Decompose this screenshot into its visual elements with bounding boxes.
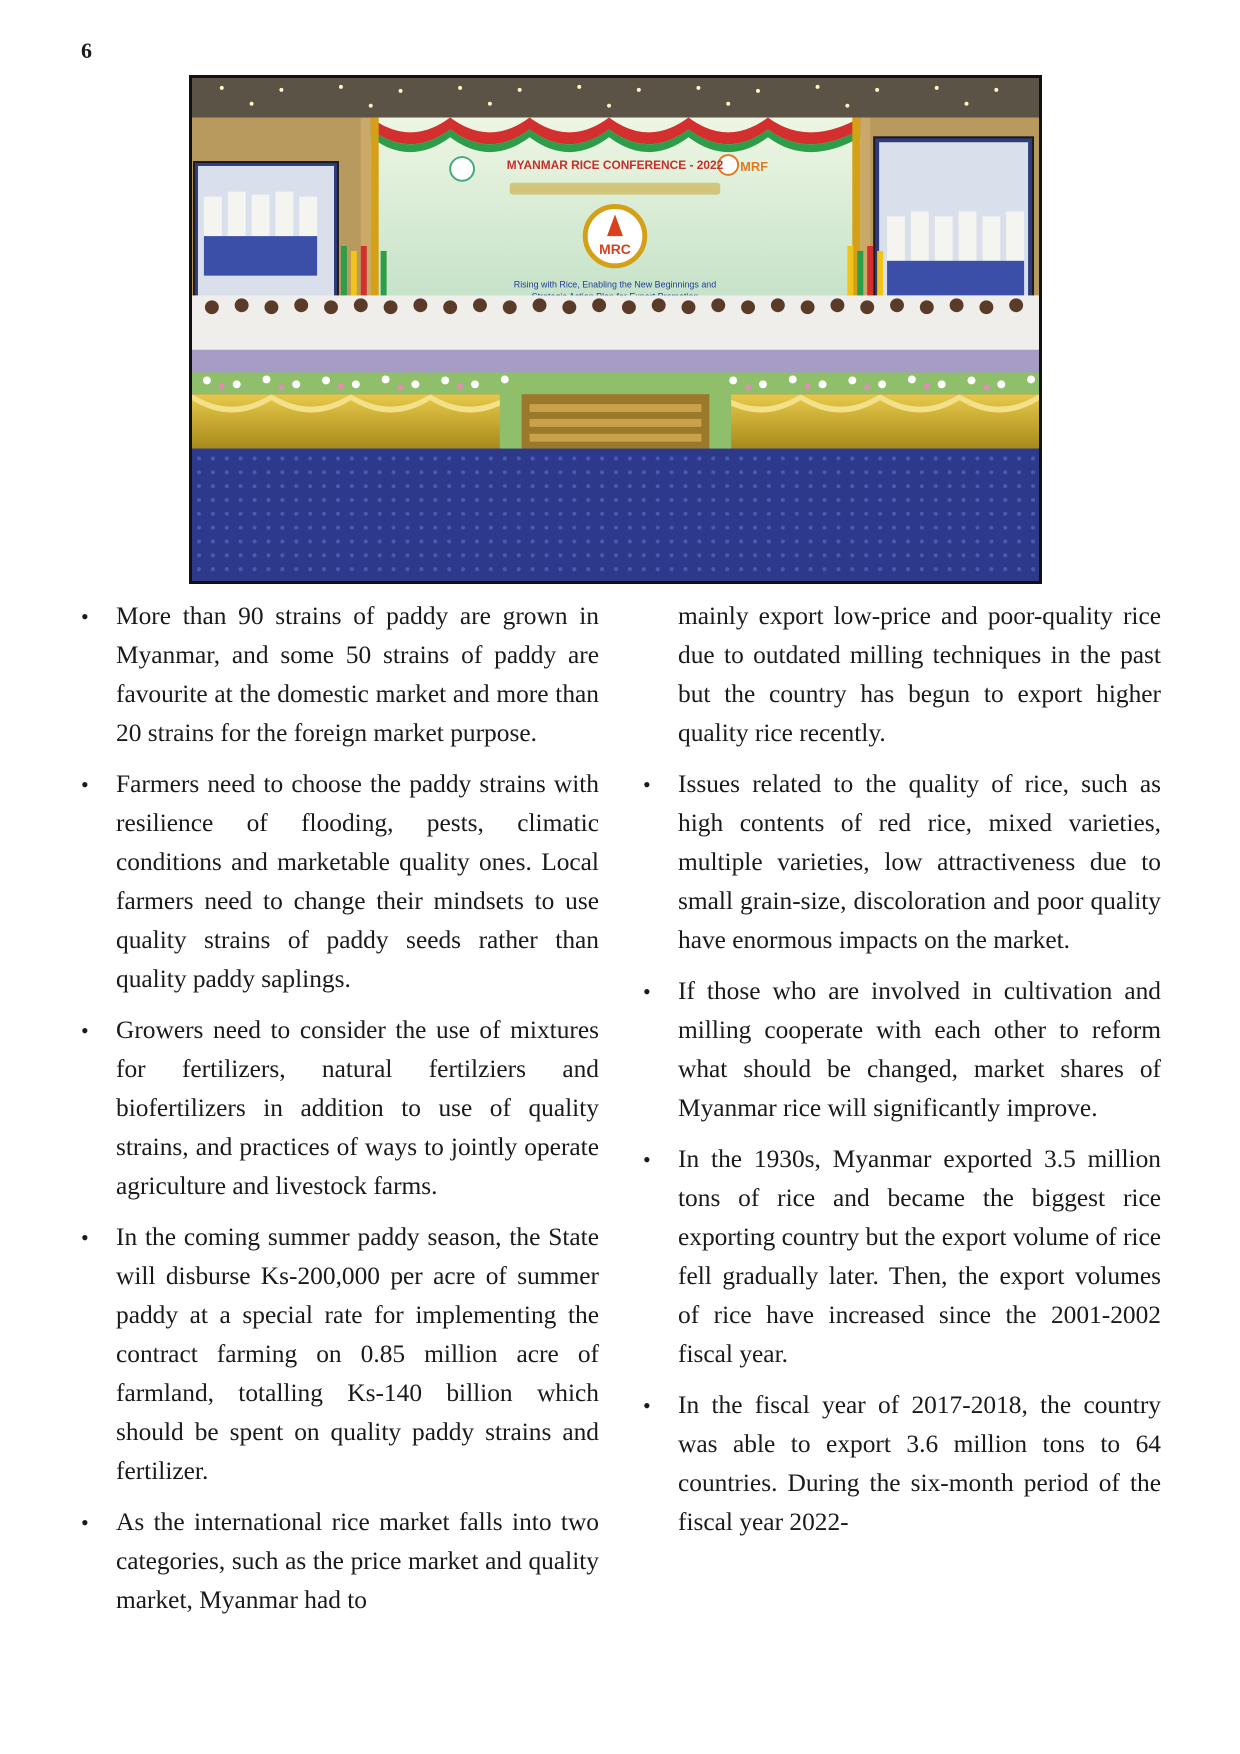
page-number: 6	[81, 38, 92, 63]
bullet-paragraph: • If those who are involved in cultivation and milling cooperate with each other to reform what should be changed, market shares of Myanmar rice will significantly improve.	[678, 972, 1161, 1128]
bullet-paragraph: • In the coming summer paddy season, the State will disburse Ks-200,000 per acre of summer paddy at a special rate for implementing the contract farming on 0.85 million acre of farmland, totalling Ks-140 billion which should be spent on quality paddy strains and fertilizer.	[116, 1218, 599, 1491]
bullet-paragraph: • More than 90 strains of paddy are grown in Myanmar, and some 50 strains of paddy are favourite at the domestic market and more than 20 strains for the foreign market purpose.	[116, 597, 599, 753]
conference-group-photo	[189, 75, 1042, 584]
photo-illustration	[192, 78, 1039, 581]
text-column-left	[116, 597, 599, 1632]
banner-logo-text: MRC	[599, 240, 631, 257]
bullet-paragraph: • Farmers need to choose the paddy strains with resilience of flooding, pests, climatic conditions and marketable quality ones. Local farmers need to change their mindsets to use quality strains of paddy seeds rather than quality paddy saplings.	[116, 765, 599, 999]
bullet-paragraph: • Issues related to the quality of rice, such as high contents of red rice, mixed varieties, multiple varieties, low attractiveness due to small grain-size, discoloration and poor quality have enormous impacts on the market.	[678, 765, 1161, 960]
bullet-paragraph: • As the international rice market falls into two categories, such as the price market and quality market, Myanmar had to	[116, 1503, 599, 1620]
bullet-paragraph: • Growers need to consider the use of mixtures for fertilizers, natural fertilziers and biofertilizers in addition to use of quality strains, and practices of ways to jointly operate agriculture and livestock farms.	[116, 1011, 599, 1206]
banner-title: MYANMAR RICE CONFERENCE - 2022	[506, 157, 724, 172]
continued-paragraph: mainly export low-price and poor-quality rice due to outdated milling techniques in the past but the country has begun to export higher quality rice recently.	[678, 602, 1161, 747]
text-column-right	[678, 597, 1161, 1554]
banner-partner-logo: MRF	[740, 158, 769, 174]
banner-theme-line-1: Rising with Rice, Enabling the New Beginnings and	[513, 279, 717, 290]
bullet-paragraph: • In the 1930s, Myanmar exported 3.5 million tons of rice and became the biggest rice exporting country but the export volume of rice fell gradually later. Then, the export volumes of rice have increased since the 2001-2002 fiscal year.	[678, 1140, 1161, 1374]
bullet-paragraph: • In the fiscal year of 2017-2018, the country was able to export 3.6 million tons to 64 countries. During the six-month period of the fiscal year 2022-	[678, 1386, 1161, 1542]
